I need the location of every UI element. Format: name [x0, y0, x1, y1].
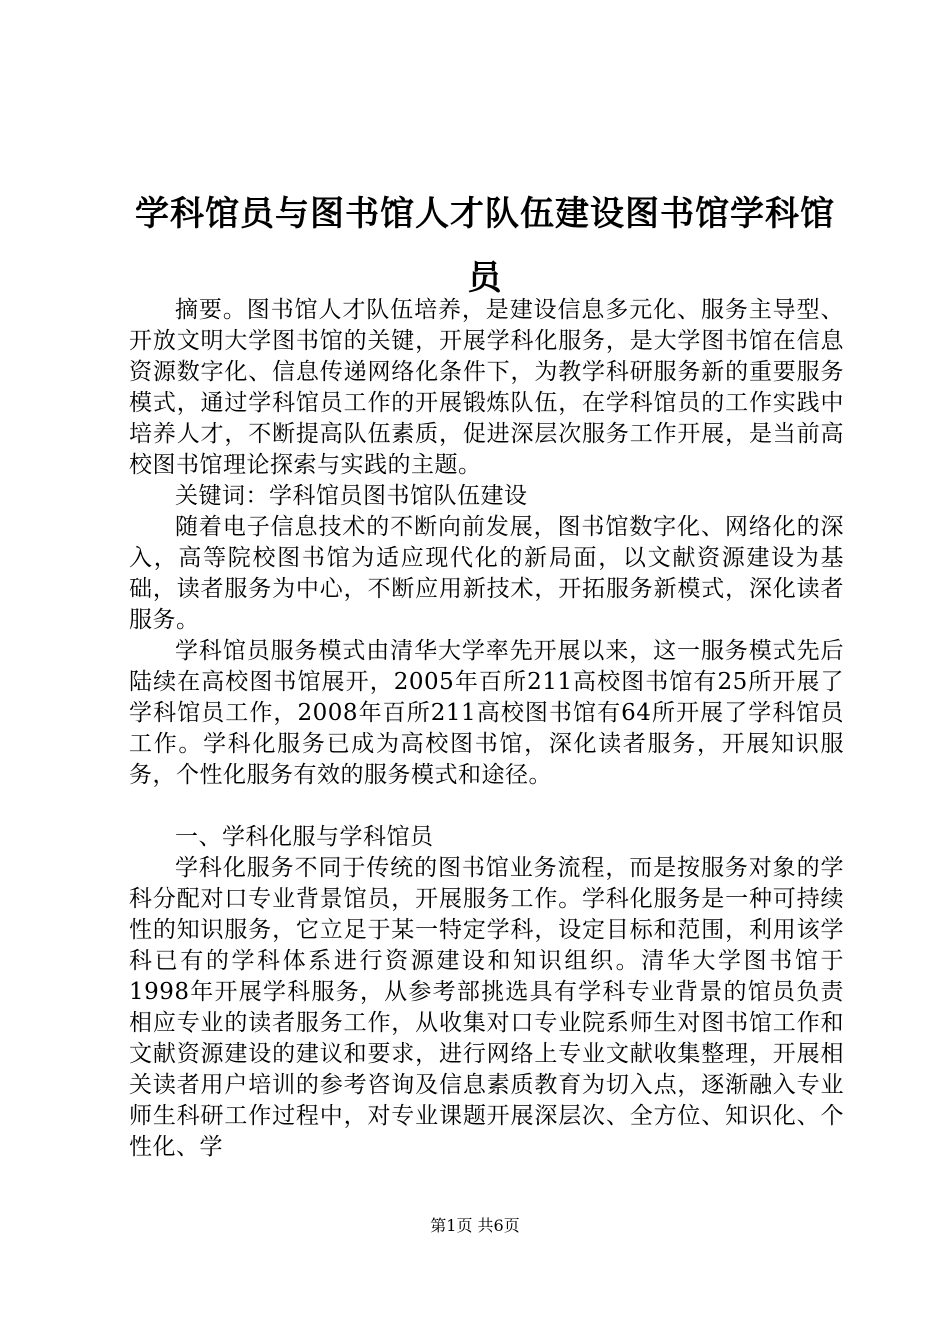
- document-title: 学科馆员与图书馆人才队伍建设图书馆学科馆员: [135, 194, 835, 298]
- body-paragraph-1: 随着电子信息技术的不断向前发展，图书馆数字化、网络化的深入，高等院校图书馆为适应现代化的新局面，以文献资源建设为基础，读者服务为中心，不断应用新技术，开拓服务新模式，深化读者服务。: [129, 514, 844, 633]
- keywords-line: 关键词：学科馆员图书馆队伍建设: [175, 483, 528, 509]
- page-footer: 第1页 共6页: [430, 1216, 520, 1235]
- document-body: [129, 295, 844, 1163]
- body-paragraph-3: 学科化服务不同于传统的图书馆业务流程，而是按服务对象的学科分配对口专业背景馆员，开展服务工作。学科化服务是一种可持续性的知识服务，它立足于某一特定学科，设定目标和范围，利用该学科已有的学科体系进行资源建设和知识组织。清华大学图书馆于1998年开展学科服务，从参考部挑选具有学科专业背景的馆员负责相应专业的读者服务工作，从收集对口专业院系师生对图书馆工作和文献资源建设的建议和要求，进行网络上专业文献收集整理，开展相关读者用户培训的参考咨询及信息素质教育为切入点，逐渐融入专业师生科研工作过程中，对专业课题开展深层次、全方位、知识化、个性化、学: [129, 855, 844, 1160]
- paragraph-spacer: [129, 791, 844, 822]
- abstract-paragraph: 摘要。图书馆人才队伍培养，是建设信息多元化、服务主导型、开放文明大学图书馆的关键，开展学科化服务，是大学图书馆在信息资源数字化、信息传递网络化条件下，为教学科研服务新的重要服务模式，通过学科馆员工作的开展锻炼队伍，在学科馆员的工作实践中培养人才，不断提高队伍素质，促进深层次服务工作开展，是当前高校图书馆理论探索与实践的主题。: [129, 297, 844, 478]
- body-paragraph-2: 学科馆员服务模式由清华大学率先开展以来，这一服务模式先后陆续在高校图书馆展开，2005年百所211高校图书馆有25所开展了学科馆员工作，2008年百所211高校图书馆有64所开展了学科馆员工作。学科化服务已成为高校图书馆，深化读者服务，开展知识服务，个性化服务有效的服务模式和途径。: [129, 638, 844, 788]
- section-heading: 一、学科化服与学科馆员: [175, 824, 434, 850]
